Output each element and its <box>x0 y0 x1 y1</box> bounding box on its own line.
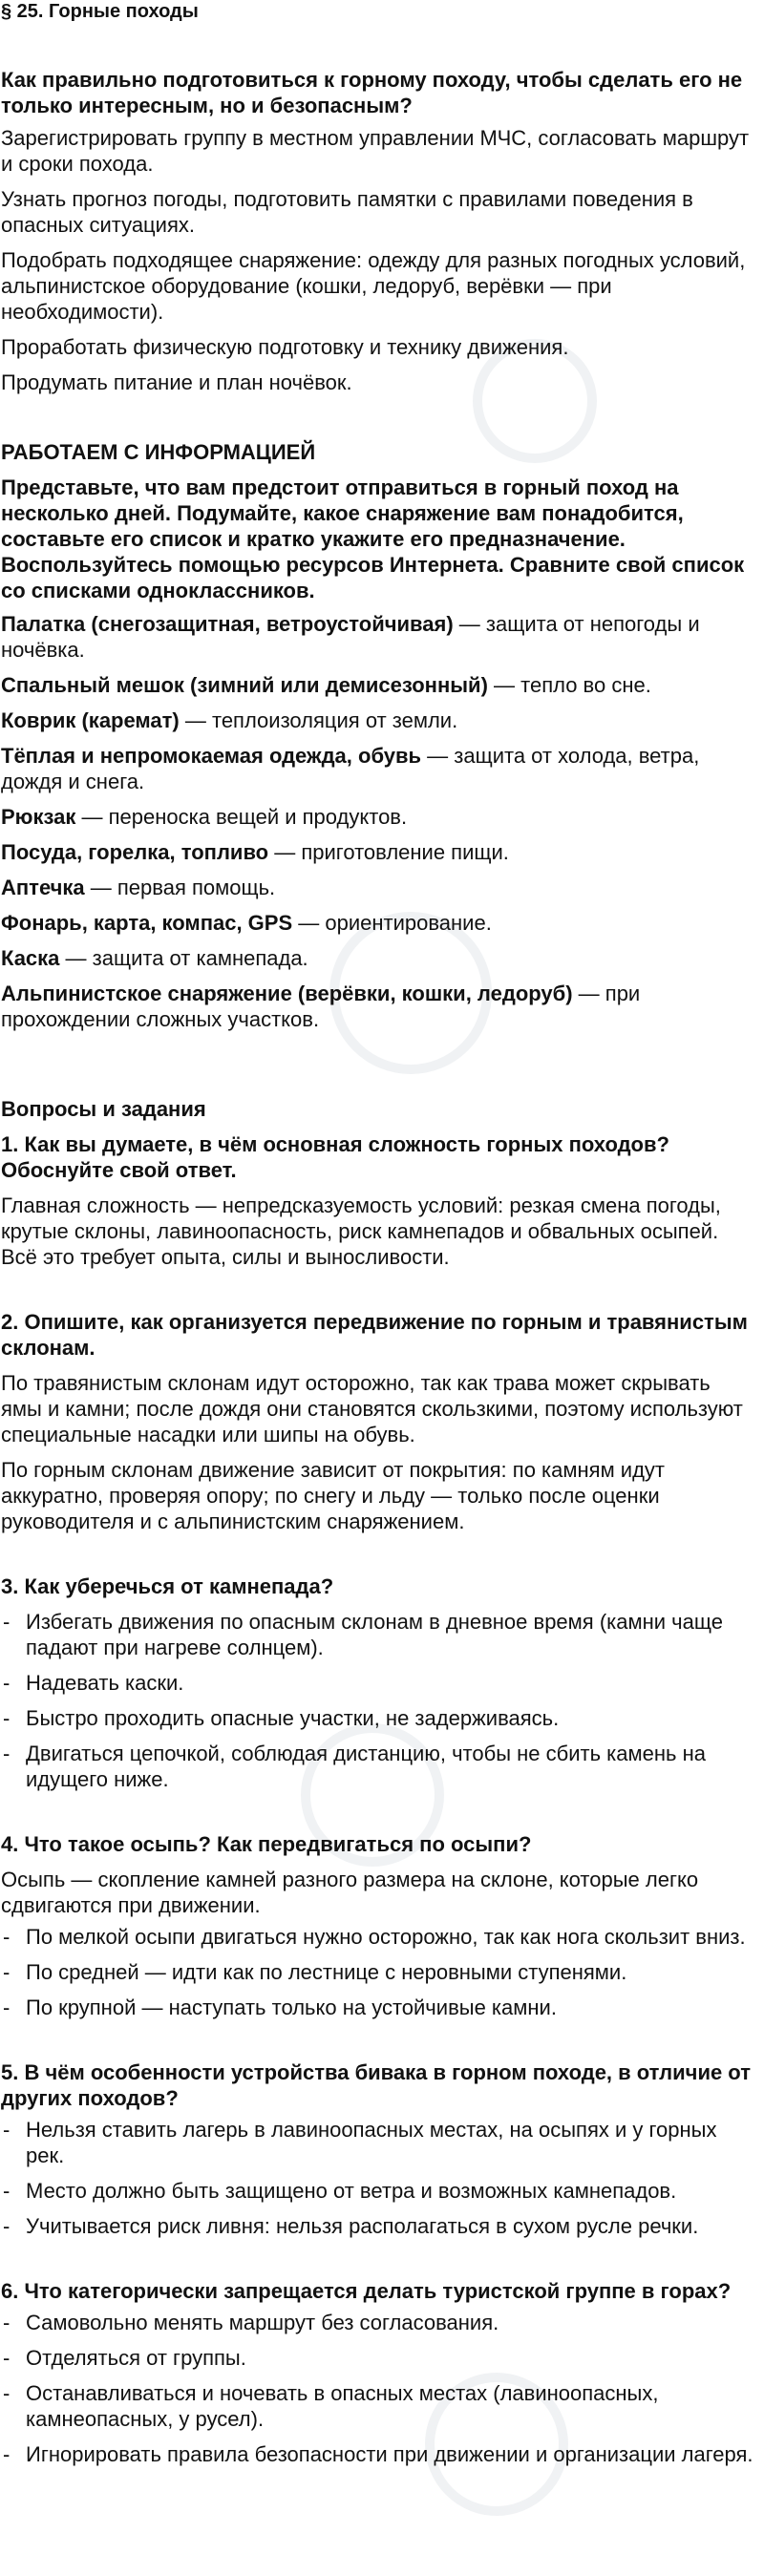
equipment-term: Рюкзак <box>1 805 76 829</box>
list-item: - Надевать каски. <box>1 1670 755 1696</box>
equipment-desc: — переноска вещей и продуктов. <box>75 805 408 829</box>
equipment-term: Альпинистское снаряжение (верёвки, кошки, ледоруб) <box>1 982 573 1005</box>
equipment-term: Фонарь, карта, компас, GPS <box>1 911 293 935</box>
equipment-desc: — первая помощь. <box>84 876 276 899</box>
list-item: - Быстро проходить опасные участки, не задерживаясь. <box>1 1705 755 1731</box>
equipment-desc: — приготовление пищи. <box>268 840 509 864</box>
question-block-2 <box>1 1309 755 1534</box>
list-item: - Игнорировать правила безопасности при движении и организации лагеря. <box>1 2441 755 2467</box>
equipment-item <box>1 910 755 936</box>
list-item: - Самовольно менять маршрут без согласования. <box>1 2310 755 2335</box>
list-item: - Двигаться цепочкой, соблюдая дистанцию, чтобы не сбить камень на идущего ниже. <box>1 1741 755 1792</box>
equipment-term: Коврик (каремат) <box>1 708 180 732</box>
question-block-5 <box>1 2059 755 2239</box>
question-block-4 <box>1 1831 755 2020</box>
answer-list <box>1 1924 755 2020</box>
equipment-desc: — при прохождении сложных участков. <box>1 982 641 1031</box>
intro-paragraph: Зарегистрировать группу в местном управлении МЧС, согласовать маршрут и сроки похода. <box>1 126 750 176</box>
equipment-item <box>1 743 755 794</box>
list-item: - По средней — идти как по лестнице с неровными ступенями. <box>1 1959 755 1985</box>
answer-list <box>1 2310 755 2467</box>
equipment-term: Спальный мешок (зимний или демисезонный) <box>1 673 488 697</box>
answer-text: По горным склонам движение зависит от покрытия: по камням идут аккуратно, проверяя опору; по снегу и льду — только после оценки руководителя и с альпинистским снаряжением. <box>1 1458 666 1533</box>
question-block-3 <box>1 1573 755 1792</box>
question-text: 3. Как уберечься от камнепада? <box>1 1574 334 1598</box>
equipment-desc: — теплоизоляция от земли. <box>179 708 458 732</box>
intro-paragraph: Узнать прогноз погоды, подготовить памятки с правилами поведения в опасных ситуациях. <box>1 187 693 237</box>
equipment-item <box>1 981 755 1032</box>
info-section <box>1 439 755 1032</box>
question-block-6 <box>1 2278 755 2467</box>
intro-paragraph: Продумать питание и план ночёвок. <box>1 370 352 394</box>
equipment-desc: — ориентирование. <box>292 911 492 935</box>
questions-section <box>1 1096 755 2467</box>
intro-paragraph: Подобрать подходящее снаряжение: одежду для разных погодных условий, альпинистское оборудование (кошки, ледоруб, верёвки — при необходимости). <box>1 248 746 324</box>
list-item: - Учитывается риск ливня: нельзя располагаться в сухом русле речки. <box>1 2213 755 2239</box>
equipment-item <box>1 875 755 900</box>
answer-text: Главная сложность — непредсказуемость условий: резкая смена погоды, крутые склоны, лавиноопасность, риск камнепадов и обвальных осыпей. Всё это требует опыта, силы и выносливости. <box>1 1193 721 1269</box>
equipment-desc: — защита от непогоды и ночёвка. <box>1 612 700 662</box>
equipment-list <box>1 611 755 1032</box>
equipment-item <box>1 804 755 830</box>
equipment-term: Аптечка <box>1 876 85 899</box>
answer-list <box>1 1609 755 1792</box>
list-item: - Избегать движения по опасным склонам в дневное время (камни чаще падают при нагреве солнцем). <box>1 1609 755 1660</box>
info-task: Представьте, что вам предстоит отправиться в горный поход на несколько дней. Подумайте, какое снаряжение вам понадобится, составьте его список и кратко укажите его предназначение. Воспользуйтесь помощью ресурсов Интернета. Сравните свой список со списками одноклассников. <box>1 475 745 602</box>
answer-list <box>1 2117 755 2239</box>
equipment-item <box>1 672 755 698</box>
list-item: - По мелкой осыпи двигаться нужно осторожно, так как нога скользит вниз. <box>1 1924 755 1950</box>
equipment-desc: — защита от холода, ветра, дождя и снега. <box>1 744 700 793</box>
list-item: - По крупной — наступать только на устойчивые камни. <box>1 1995 755 2020</box>
info-heading: РАБОТАЕМ С ИНФОРМАЦИЕЙ <box>1 440 316 464</box>
equipment-term: Посуда, горелка, топливо <box>1 840 269 864</box>
list-item: - Останавливаться и ночевать в опасных местах (лавиноопасных, камнеопасных, у русел). <box>1 2380 755 2432</box>
equipment-item <box>1 839 755 865</box>
intro-paragraph: Проработать физическую подготовку и технику движения. <box>1 335 569 359</box>
list-item: - Место должно быть защищено от ветра и возможных камнепадов. <box>1 2178 755 2204</box>
question-text: 4. Что такое осыпь? Как передвигаться по осыпи? <box>1 1832 532 1856</box>
question-text: 5. В чём особенности устройства бивака в горном походе, в отличие от других походов? <box>1 2060 751 2110</box>
question-text: 2. Опишите, как организуется передвижение по горным и травянистым склонам. <box>1 1310 748 1360</box>
list-item: - Отделяться от группы. <box>1 2345 755 2371</box>
equipment-item <box>1 945 755 971</box>
equipment-item <box>1 611 755 663</box>
equipment-term: Тёплая и непромокаемая одежда, обувь <box>1 744 422 768</box>
equipment-desc: — защита от камнепада. <box>59 946 308 970</box>
question-text: 6. Что категорически запрещается делать туристской группе в горах? <box>1 2279 732 2303</box>
equipment-item <box>1 707 755 733</box>
equipment-desc: — тепло во сне. <box>487 673 651 697</box>
question-block-1 <box>1 1131 755 1270</box>
questions-heading: Вопросы и задания <box>1 1097 206 1121</box>
equipment-term: Палатка (снегозащитная, ветроустойчивая) <box>1 612 454 636</box>
intro-section <box>1 67 755 395</box>
equipment-term: Каска <box>1 946 60 970</box>
answer-text: Осыпь — скопление камней разного размера на склоне, которые легко сдвигаются при движении. <box>1 1868 699 1917</box>
intro-question: Как правильно подготовиться к горному походу, чтобы сделать его не только интересным, но и безопасным? <box>1 68 743 117</box>
answer-text: По травянистым склонам идут осторожно, так как трава может скрывать ямы и камни; после дождя они становятся скользкими, поэтому используют специальные насадки или шипы на обувь. <box>1 1371 743 1446</box>
question-text: 1. Как вы думаете, в чём основная сложность горных походов? Обоснуйте свой ответ. <box>1 1132 669 1182</box>
page-title: § 25. Горные походы <box>1 1 199 22</box>
list-item: - Нельзя ставить лагерь в лавиноопасных местах, на осыпях и у горных рек. <box>1 2117 755 2168</box>
